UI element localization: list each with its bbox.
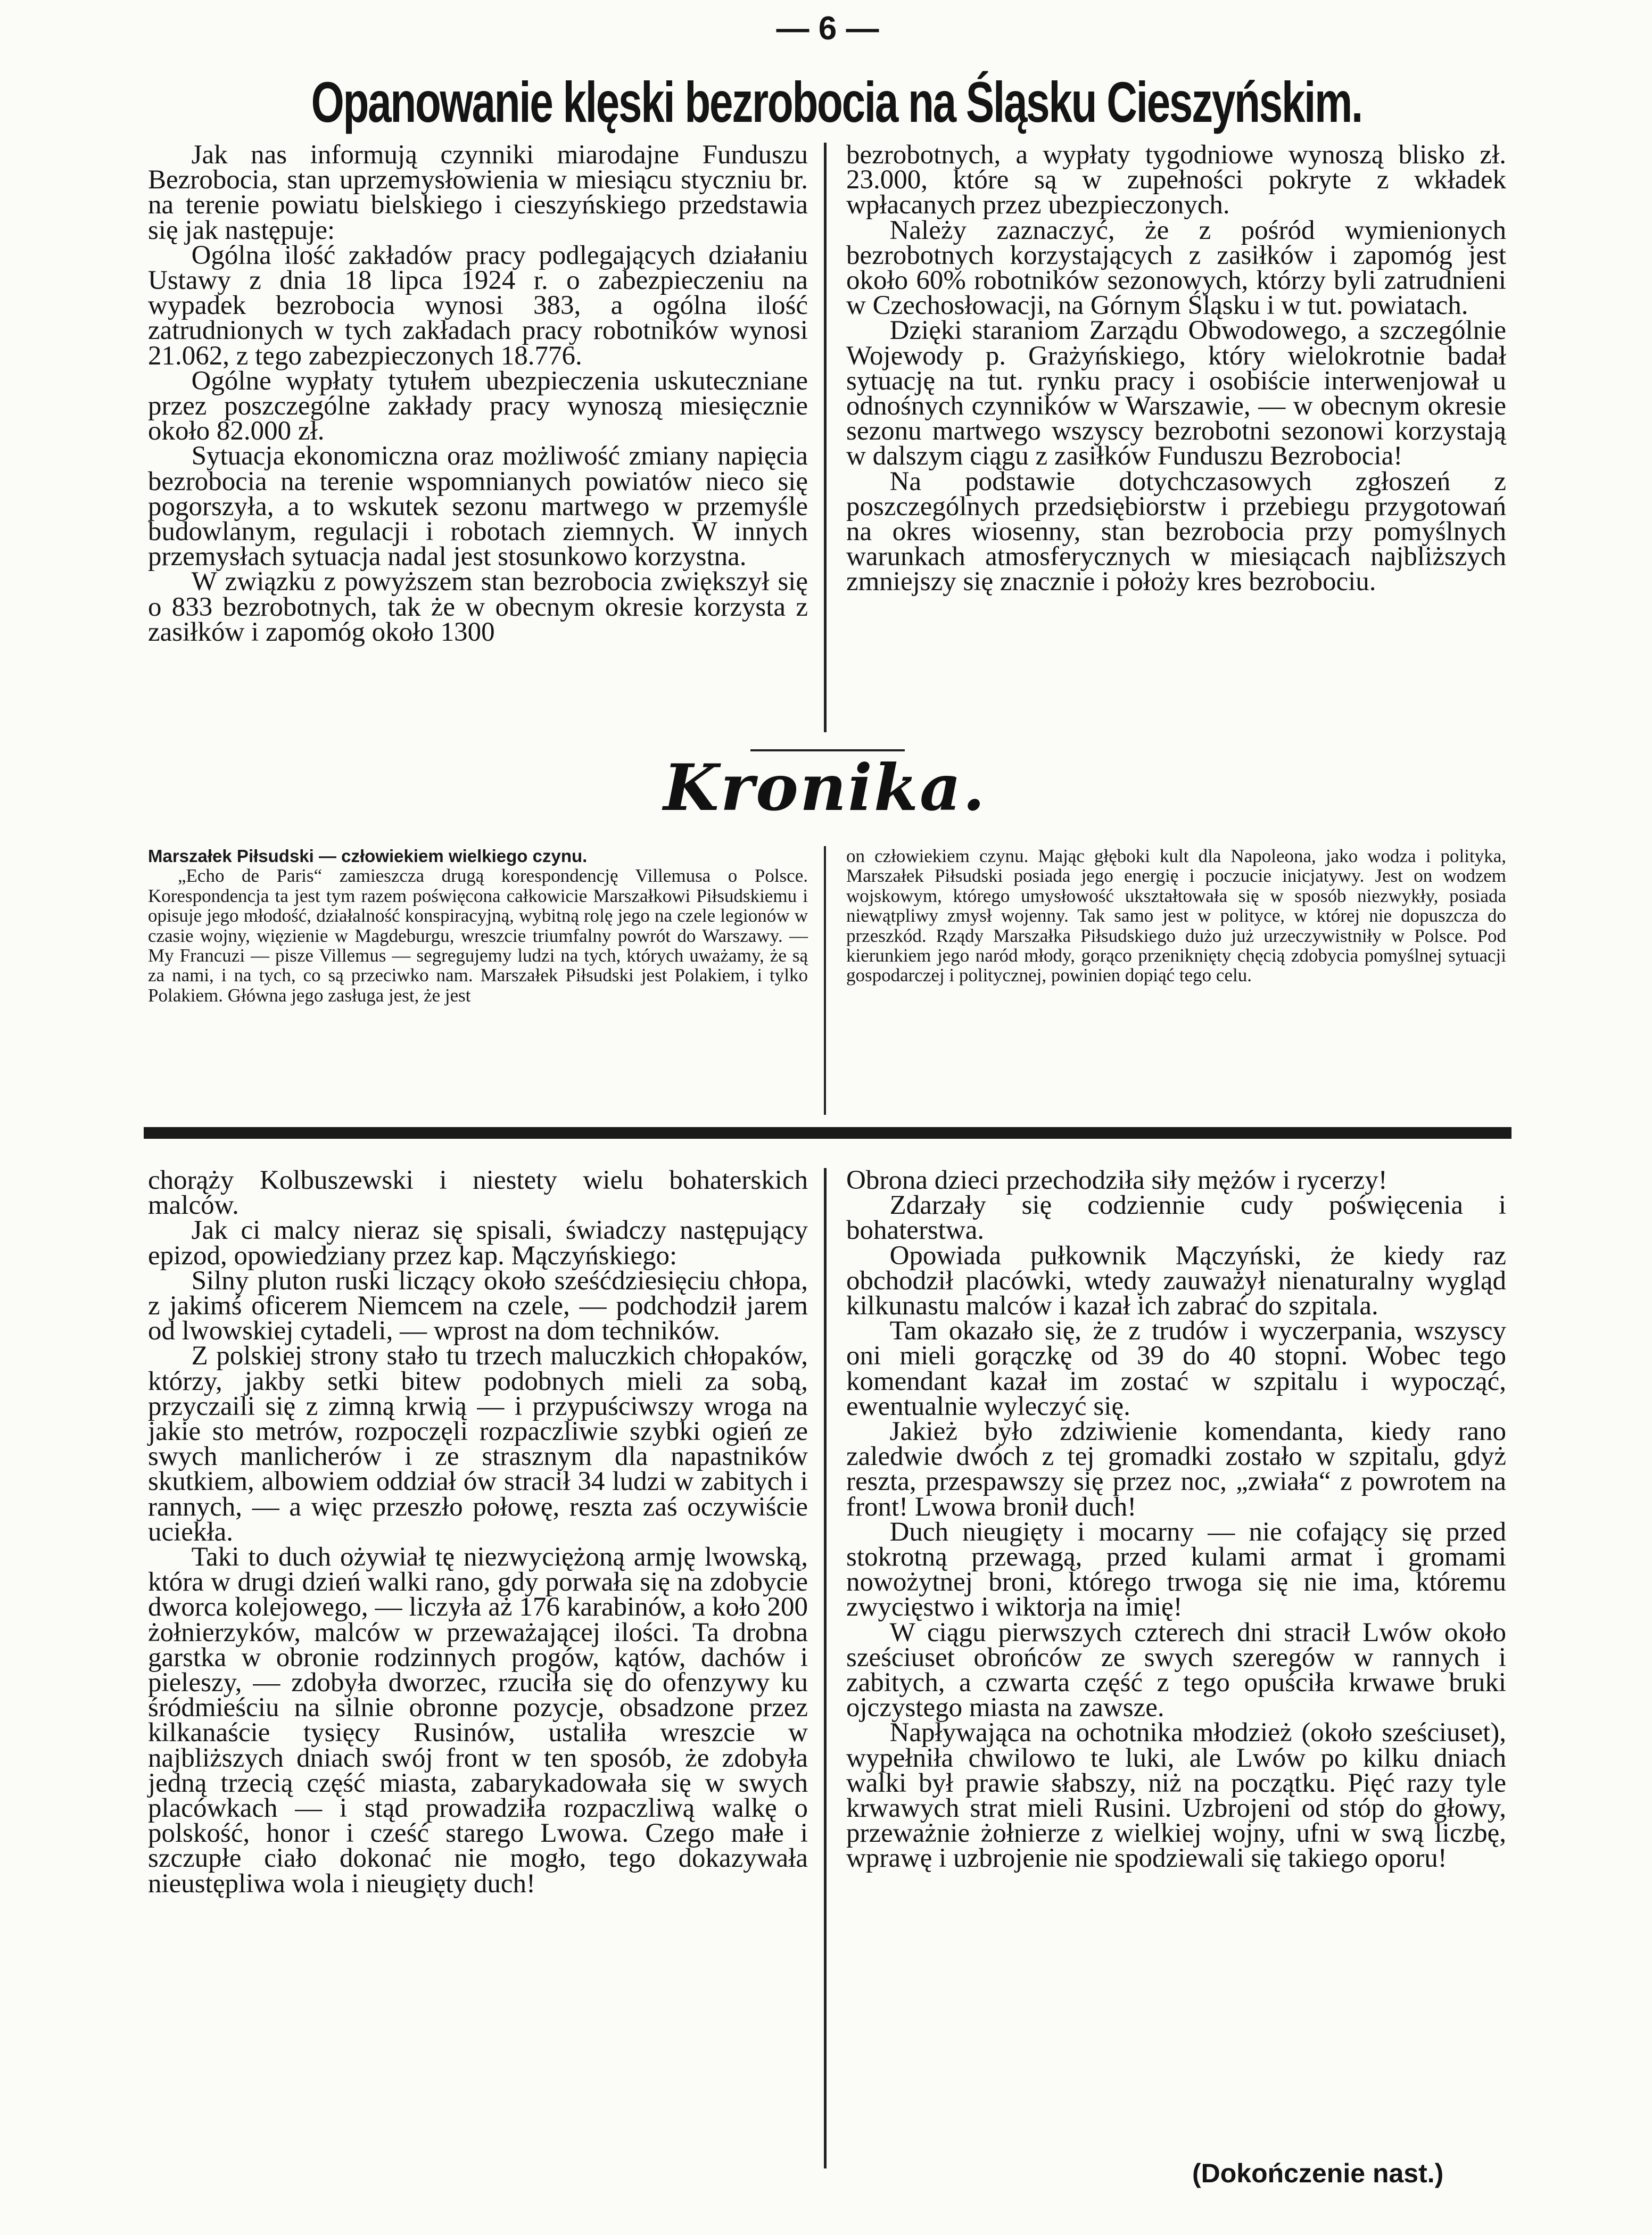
section-title-kronika: Kronika.: [663, 750, 987, 825]
paragraph: Dzięki staraniom Zarządu Obwodowego, a szczególnie Wojewody p. Grażyńskiego, który wielokrotnie badał sytuację na tut. rynku pracy i osobiście interwenjował u odnośnych czynników w Warszawie, — w obecnym okresie sezonu martwego wszyscy bezrobotni sezonowi korzystają w dalszym ciągu z zasiłków Funduszu Bezrobocia!: [846, 316, 1506, 471]
column-divider: [824, 1168, 827, 2168]
kronika-right-column: [846, 846, 1506, 986]
paragraph: Ogólna ilość zakładów pracy podlegających działaniu Ustawy z dnia 18 lipca 1924 r. o zabezpieczeniu na wypadek bezrobocia wynosi 383, a ogólna ilość zatrudnionych w tych zakładach pracy robotników wynosi 21.062, z tego zabezpieczonych 18.776.: [148, 240, 808, 371]
kronika-item-title: Marszałek Piłsudski — człowiekiem wielkiego czynu.: [148, 846, 588, 866]
story-left-column: [148, 1165, 808, 1899]
column-divider: [824, 143, 827, 732]
paragraph: Tam okazało się, że z trudów i wyczerpania, wszyscy oni mieli gorączkę od 39 do 40 stopni. Wobec tego komendant kazał im zostać w szpitalu i wypocząć, ewentualnie wyleczyć się.: [846, 1316, 1506, 1421]
kronika-left-column: [148, 846, 808, 1005]
article-headline: Opanowanie klęski bezrobocia na Śląsku Cieszyńskim.: [311, 70, 1362, 134]
paragraph: Opowiada pułkownik Mączyński, że kiedy raz obchodził placówki, wtedy zauważył nienaturalny wygląd kilkunastu malców i kazał ich zabrać do szpitala.: [846, 1240, 1506, 1321]
column-divider: [824, 846, 826, 1115]
paragraph: W związku z powyższem stan bezrobocia zwiększył się o 833 bezrobotnych, tak że w obecnym okresie korzysta z zasiłków i zapomóg około 1300: [148, 567, 808, 647]
continuation-note: (Dokończenie nast.): [1192, 2158, 1444, 2188]
paragraph: Silny pluton ruski liczący około sześćdziesięciu chłopa, z jakimś oficerem Niemcem na czele, — podchodził jarem od lwowskiej cytadeli, — wprost na dom techników.: [148, 1265, 808, 1346]
paragraph: chorąży Kolbuszewski i niestety wielu bohaterskich malców.: [148, 1165, 808, 1221]
paragraph: Jak ci malcy nieraz się spisali, świadczy następujący epizod, opowiedziany przez kap. Mączyńskiego:: [148, 1215, 808, 1271]
paragraph: W ciągu pierwszych czterech dni stracił Lwów około sześciuset obrońców ze swych szeregów w rannych i zabitych, a czwarta część z tego opuściła krwawe bruki ojczystego miasta na zawsze.: [846, 1617, 1506, 1723]
paragraph: Duch nieugięty i mocarny — nie cofający się przed stokrotną przewagą, przed kulami armat i gromami nowożytnej broni, którego trwoga się nie ima, któremu zwycięstwo i wiktorja na imię!: [846, 1517, 1506, 1623]
section-separator-band: [144, 1127, 1511, 1139]
article-left-column: [148, 140, 808, 647]
paragraph: Napływająca na ochotnika młodzież (około sześciuset), wypełniła chwilowo te luki, ale Lwów po kilku dniach walki był prawie słabszy, niż na początku. Pięć razy tyle krwawych strat mieli Rusini. Uzbrojeni od stóp do głowy, przeważnie żołnierze z wielkiej wojny, ufni w swą liczbę, wprawę i uzbrojenie nie spodziewali się takiego oporu!: [846, 1718, 1506, 1874]
paragraph: bezrobotnych, a wypłaty tygodniowe wynoszą blisko zł. 23.000, które są w zupełności pokryte z wkładek wpłacanych przez ubezpieczonych.: [846, 140, 1506, 220]
paragraph: Z polskiej strony stało tu trzech maluczkich chłopaków, którzy, jakby setki bitew podobnych mieli za sobą, przyczaili się z zimną krwią — i przypuściwszy wroga na jakie sto metrów, rozpoczęli rozpaczliwie szybki ogień ze swych manlicherów i ze strasznym dla napastników skutkiem, albowiem oddział ów stracił 34 ludzi w zabitych i rannych, — a więc przeszło połowę, reszta zaś oczywiście uciekła.: [148, 1341, 808, 1547]
paragraph: Jakież było zdziwienie komendanta, kiedy rano zaledwie dwóch z tej gromadki zostało w szpitalu, gdyż reszta, przespawszy się przez noc, „zwiała“ z powrotem na front! Lwowa bronił duch!: [846, 1417, 1506, 1522]
paragraph: on człowiekiem czynu. Mając głęboki kult dla Napoleona, jako wodza i polityka, Marszałek Piłsudski posiada jego energię i poczucie inicjatywy. Jest on wodzem wojskowym, którego umysłowość ukształtowała się w sposób niezwykły, posiada niewątpliwy zmysł wojenny. Tak samo jest w polityce, w której nie dopuszcza do przeszkód. Rządy Marszałka Piłsudskiego dużo już urzeczywistniły w Polsce. Pod kierunkiem jego naród młody, gorąco przeniknięty chęcią zdobycia pomyślnej sytuacji gospodarczej i politycznej, powinien dopiąć tego celu.: [846, 846, 1506, 986]
paragraph: „Echo de Paris“ zamieszcza drugą korespondencję Villemusa o Polsce. Korespondencja ta jest tym razem poświęcona całkowicie Marszałkowi Piłsudskiemu i opisuje jego młodość, działalność konspiracyjną, wybitną rolę jego na czele legionów w czasie wojny, więzienie w Magdeburgu, wreszcie triumfalny powrót do Warszawy. — My Francuzi — pisze Villemus — segregujemy ludzi na tych, których uważamy, że są za nami, i na tych, co są przeciwko nam. Marszałek Piłsudski jest Polakiem, i tylko Polakiem. Główna jego zasługa jest, że jest: [148, 865, 808, 1006]
paragraph: Na podstawie dotychczasowych zgłoszeń z poszczególnych przedsiębiorstw i przebiegu przygotowań na okres wiosenny, stan bezrobocia przy pomyślnych warunkach atmosferycznych w miesiącach najbliższych zmniejszy się znacznie i położy kres bezrobociu.: [846, 466, 1506, 597]
paragraph: Zdarzały się codziennie cudy poświęcenia i bohaterstwa.: [846, 1190, 1506, 1246]
page-number: — 6 —: [776, 10, 879, 47]
paragraph: Taki to duch ożywiał tę niezwyciężoną armję lwowską, która w drugi dzień walki rano, gdy porwała się na zdobycie dworca kolejowego, — liczyła aż 176 karabinów, a koło 200 żołnierzyków, malców w przeważającej ilości. Ta drobna garstka w obronie rodzinnych progów, kątów, dachów i pieleszy, — zdobyła dworzec, rzuciła się do ofenzywy ku śródmieściu na silnie obronne pozycje, obsadzone przez kilkanaście tysięcy Rusinów, ustaliła wreszcie w najbliższych dniach swój front w ten sposób, że zdobyła jedną trzecią część miasta, zabarykadowała się w swych placówkach — i stąd prowadziła rozpaczliwą walkę o polskość, honor i cześć starego Lwowa. Czego małe i szczupłe ciało dokonać nie mogło, tego dokazywała nieustępliwa wola i nieugięty duch!: [148, 1542, 808, 1899]
paragraph: Należy zaznaczyć, że z pośród wymienionych bezrobotnych korzystających z zasiłków i zapomóg jest około 60% robotników sezonowych, którzy byli zatrudnieni w Czechosłowacji, na Górnym Śląsku i w tut. powiatach.: [846, 215, 1506, 321]
paragraph: Ogólne wypłaty tytułem ubezpieczenia uskuteczniane przez poszczególne zakłady pracy wynoszą miesięcznie około 82.000 zł.: [148, 366, 808, 446]
article-right-column: [846, 140, 1506, 597]
story-right-column: [846, 1165, 1506, 1874]
paragraph: Sytuacja ekonomiczna oraz możliwość zmiany napięcia bezrobocia na terenie wspomnianych powiatów nieco się pogorszyła, a to wskutek sezonu martwego w przemyśle budowlanym, regulacji i robotach ziemnych. W innych przemysłach sytuacja nadal jest stosunkowo korzystna.: [148, 441, 808, 572]
paragraph: Jak nas informują czynniki miarodajne Funduszu Bezrobocia, stan uprzemysłowienia w miesiącu styczniu br. na terenie powiatu bielskiego i cieszyńskiego przedstawia się jak następuje:: [148, 140, 808, 245]
paragraph: Obrona dzieci przechodziła siły mężów i rycerzy!: [846, 1165, 1387, 1195]
